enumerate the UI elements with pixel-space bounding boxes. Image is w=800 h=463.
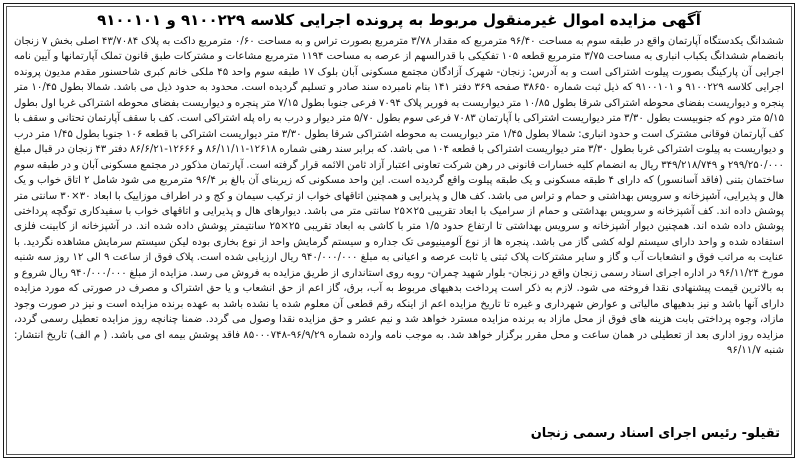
notice-title: آگهی مزایده اموال غیرمنقول مربوط به پرونده اجرایی کلاسه ۹۱۰۰۲۲۹ و ۹۱۰۰۱۰۱ xyxy=(97,11,701,29)
notice-frame xyxy=(3,3,795,458)
notice-body: ششدانگ یکدستگاه آپارتمان واقع در طبقه سوم به مساحت ۹۶/۴۰ مترمربع که مقدار ۳/۷۸ مترمربع بصورت تراس و به مساحت ۰/۶۰ مترمربع داکت به پلاک ۴۳/۷۰۸۴ اصلی بخش ۷ زنجان بانضمام ششدانگ یکباب انباری به مساحت ۳/۷۵ مترمربع قطعه ۱۰۵ تفکیکی با قدرالسهم از عرصه به مساحت ۱۱۹۴ مترمربع مشاعات و مشترکات طبق قانون تملک آپارتمانها و آیین نامه اجرایی آن پارکینگ بصورت پیلوت اشتراکی است و به آدرس: زنجان- شهرک آزادگان مجتمع مسکونی آبان بلوک ۱۷ طبقه سوم واحد ۴۵ ملکی خانم کبری شاحسنور مقدم مدیون پرونده اجرایی کلاسه ۹۱۰۰۲۲۹ و ۹۱۰۰۱۰۱ که ذیل ثبت شماره ۳۸۶۵۰ صفحه ۳۶۹ دفتر ۱۴۱ بنام نامبرده سند صادر و تسلیم گردیده است. محدود به حدود ذیل می باشد. شمالا بطول ۱۰/۴۵ متر پنجره و دیواریست بفضای محوطه اشتراکی شرقا بطول ۱۰/۸۵ متر دیواریست به فوریر پلاک ۷۰۹۴ فرعی جنوبا بطول ۷/۱۵ متر پنجره و دیواریست بفضای محوطه اشتراکی غربا اول بطول ۵/۱۵ متر دوم که جنوبیست بطول ۳/۳۰ متر دیواریست اشتراکی با آپارتمان ۷۰۸۳ فرعی سوم بطول ۵/۷۰ متر دیوار و درب به راه پله اشتراکی است. کف با سقف آپارتمان تحتانی و سقف با کف آپارتمان فوقانی مشترک است و حدود انباری: شمالا بطول ۱/۴۵ متر دیواریست به محوطه اشتراکی شرقا بطول ۳/۳۰ متر دیواریست اشتراکی با قطعه ۱۰۶ جنوبا بطول ۱/۴۵ متر درب و دیواریست به پیلوت اشتراکی غربا بطول ۳/۳۰ متر دیواریست اشتراکی با قطعه ۱۰۴ می باشد. که برابر سند رهنی شماره ۱۲۶۱۸-۸۶/۱۱/۱۱ و ۱۲۶۶۶-۸۶/۶/۲۱ دفتر ۴۳ زنجان در قبال مبلغ ۲۹۹/۲۵۰/۰۰۰ و ۳۴۹/۲۱۸/۷۴۹ ریال به انضمام کلیه خسارات قانونی در رهن شرکت تعاونی اعتبار آزاد ثامن الائمه قرار گرفته است. آپارتمان مذکور در مجتمع مسکونی آبان و در طبقه سوم ساختمان بتنی (فاقد آسانسور) که دارای ۴ طبقه مسکونی و یک طبقه پیلوت واقع گردیده است. این واحد مسکونی که زیربنای آن بالغ بر ۹۶/۴ مترمربع می شود شامل ۲ اتاق خواب و یک هال و پذیرایی، آشپزخانه و سرویس بهداشتی و حمام و تراس می باشد. کف هال و پذیرایی و همچنین اتاقهای خواب از ترکیب سیمان و کج و در اطراف موزاییک با ابعاد ۳۰×۳۰ سانتی متر پوشش داده اند. کف آشپزخانه و سرویس بهداشتی و حمام از سرامیک با ابعاد تقریبی ۲۵×۲۵ سانتی متر می باشد. دیوارهای هال و پذیرایی و اتاقهای خواب با سفیدکاری توگچه پرداختی پوشش داده شده اند. همچنین دیوار آشپزخانه و سرویس بهداشتی تا ارتفاع حدود ۱/۵ متر با کاشی به ابعاد تقریبی ۲۵×۲۵ سانتیمتر پوشش داده شده اند. در آشپزخانه از کابینت فلزی استفاده شده و واحد دارای سیستم لوله کشی گاز می باشد. پنجره ها از نوع آلومینیومی تک جداره و سیستم گرمایش واحد از نوع بخاری بوده لیکن سیستم سرمایش مشاهده نگردید. با عنایت به مراتب فوق و انشعابات آب و گاز و سایر مشترکات پلاک ثبتی یا ثابت عرصه و اعیانی به مبلغ ۹۴۰/۰۰۰/۰۰۰ ریال ارزیابی شده است. پلاک فوق از ساعت ۹ الی ۱۲ روز سه شنبه مورخ ۹۶/۱۱/۲۴ در اداره اجرای اسناد رسمی زنجان واقع در زنجان- بلوار شهید چمران- روبه روی استانداری از طریق مزایده به فروش می رسد. مزایده از مبلغ ۹۴۰/۰۰۰/۰۰۰ ریال شروع و به بالاترین قیمت پیشنهادی نقدا فروخته می شود. لازم به ذکر است پرداخت بدهیهای مربوط به آب، برق، گاز اعم از حق انشعاب و یا حق اشتراک و مصرف در صورتی که مورد مزایده دارای آنها باشد و نیز بدهیهای مالیاتی و عوارض شهرداری و غیره تا تاریخ مزایده اعم از اینکه رقم قطعی آن معلوم شده یا نشده باشد به عهده برنده مزایده است و نیز در صورت وجود مازاد، وجوه پرداختی بابت هزینه های فوق از محل مازاد به برنده مزایده مسترد خواهد شد و نیم عشر و حق مزایده نقدا وصول می گردد. ضمنا چنانچه روز مزایده تعطیل رسمی گردد، مزایده روز اداری بعد از تعطیلی در همان ساعت و محل مقرر برگزار خواهد شد. به موجب نامه وارده شماره ۹۶/۹/۲۹-۸۵۰۰۰۷۴۸ فاقد پوشش بیمه ای می باشد. ( م الف) تاریخ انتشار: شنبه ۹۶/۱۱/۷ xyxy=(14,36,784,357)
notice-signature: تقیلو- رئیس اجرای اسناد رسمی زنجان xyxy=(530,426,780,441)
